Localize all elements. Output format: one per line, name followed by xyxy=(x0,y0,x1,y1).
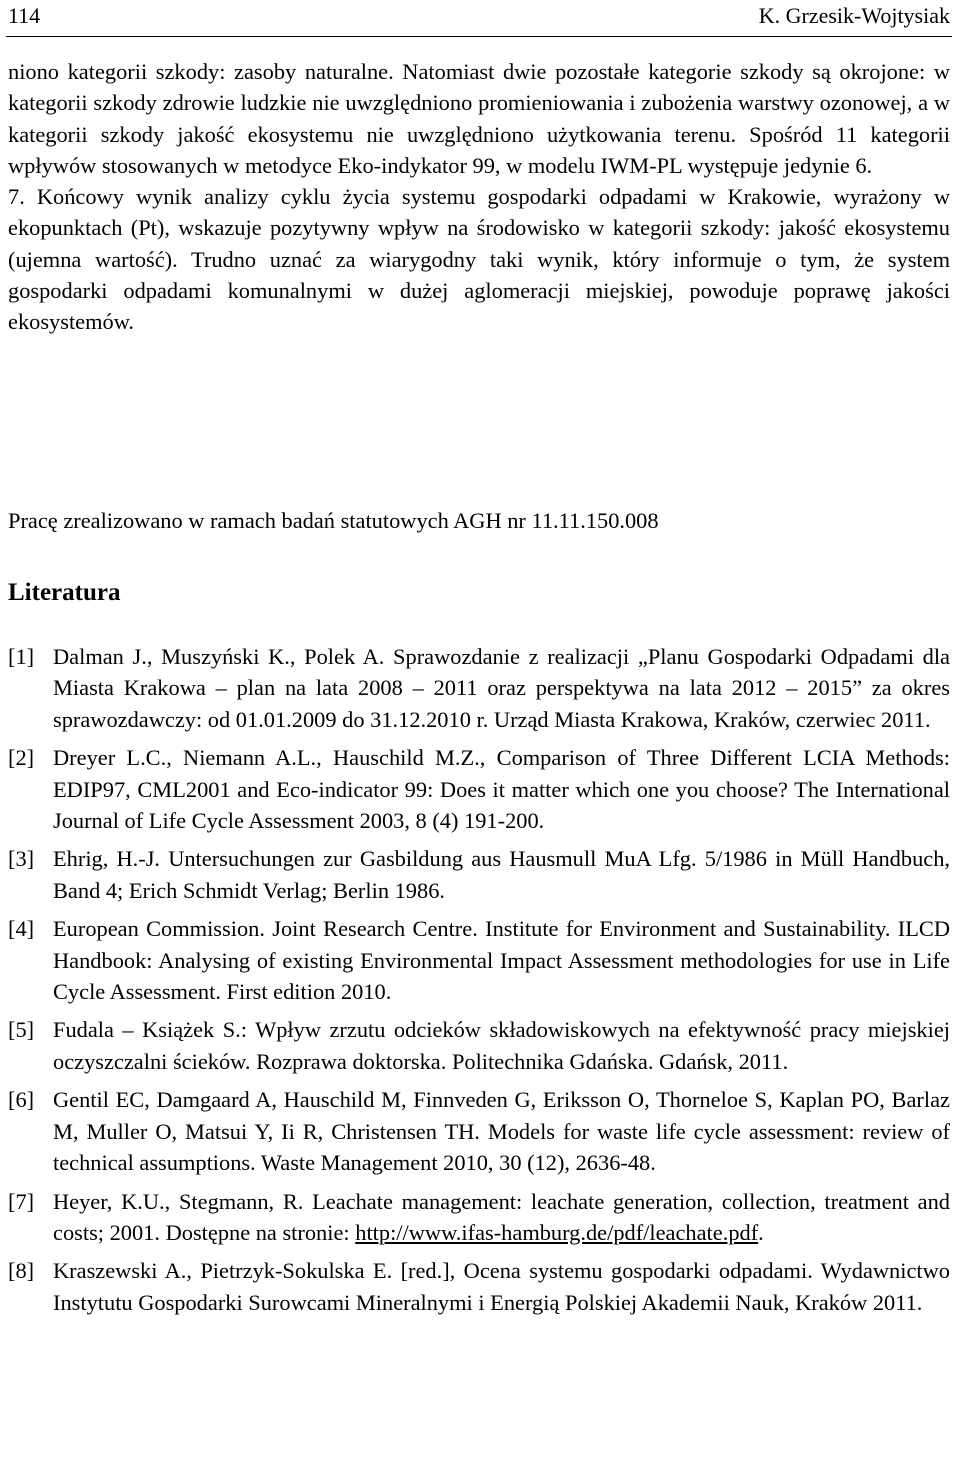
reference-text: Dalman J., Muszyński K., Polek A. Sprawozdanie z realizacji „Planu Gospodarki Odpadami dla Miasta Krakowa – plan na lata 2008 – 2011 oraz perspektywa na lata 2012 – 2015” za okres sprawozdawczy: od 01.01.2009 do 31.12.2010 r. Urząd Miasta Krakowa, Kraków, czerwiec 2011. xyxy=(53,644,950,732)
body-paragraph: niono kategorii szkody: zasoby naturalne. Natomiast dwie pozostałe kategorie szkody są okrojone: w kategorii szkody zdrowie ludzkie nie uwzględniono promieniowania i zubożenia warstwy ozonowej, a w kategorii szkody jakość ekosystemu nie uwzględniono użytkowania terenu. Spośród 11 kategorii wpływów stosowanych w metodyce Eko-indykator 99, w modelu IWM-PL występuje jedynie 6. xyxy=(8,59,950,178)
section-title: Literatura xyxy=(8,579,121,606)
reference-number: [1] xyxy=(8,644,35,669)
reference-item xyxy=(8,742,950,836)
reference-item xyxy=(8,1014,950,1077)
reference-link[interactable]: http://www.ifas-hamburg.de/pdf/leachate.pdf xyxy=(355,1219,759,1245)
reference-number: [3] xyxy=(8,846,35,872)
reference-text xyxy=(53,1189,950,1245)
reference-number: [8] xyxy=(8,1258,35,1284)
reference-text: Kraszewski A., Pietrzyk-Sokulska E. [red.], Ocena systemu gospodarki odpadami. Wydawnictwo Instytutu Gospodarki Surowcami Mineralnymi i Energią Polskiej Akademii Nauk, Kraków 2011. xyxy=(53,1258,950,1315)
reference-number: [5] xyxy=(8,1017,35,1043)
reference-item xyxy=(8,641,950,735)
reference-text: Ehrig, H.-J. Untersuchungen zur Gasbildung aus Hausmull MuA Lfg. 5/1986 in Müll Handbuch, Band 4; Erich Schmidt Verlag; Berlin 1986. xyxy=(53,846,950,903)
reference-text: Dreyer L.C., Niemann A.L., Hauschild M.Z., Comparison of Three Different LCIA Methods: EDIP97, CML2001 and Eco-indicator 99: Does it matter which one you choose? The International Journal of Life Cycle Assessment 2003, 8 (4) 191-200. xyxy=(53,745,950,834)
reference-text: Gentil EC, Damgaard A, Hauschild M, Finnveden G, Eriksson O, Thorneloe S, Kaplan PO, Barlaz M, Muller O, Matsui Y, Ii R, Christensen TH. Models for waste life cycle assessment: review of technical assumptions. Waste Management 2010, 30 (12), 2636-48. xyxy=(53,1087,950,1176)
reference-item xyxy=(8,1255,950,1318)
reference-item xyxy=(8,1084,950,1178)
body-paragraph: 7. Końcowy wynik analizy cyklu życia systemu gospodarki odpadami w Krakowie, wyrażony w ekopunktach (Pt), wskazuje pozytywny wpływ na środowisko w kategorii szkody: jakość ekosystemu (ujemna wartość). Trudno uznać za wiarygodny taki wynik, który informuje o tym, że system gospodarki odpadami komunalnymi w dużej aglomeracji miejskiej, powoduje poprawę jakości ekosystemów. xyxy=(8,184,950,335)
reference-item xyxy=(8,843,950,906)
reference-number: [7] xyxy=(8,1188,35,1214)
reference-list xyxy=(8,641,950,1325)
reference-text-main: Heyer, K.U., Stegmann, R. Leachate management: leachate generation, collection, treatment and costs; 2001. Dostępne na stronie: xyxy=(53,1188,950,1245)
reference-item xyxy=(8,913,950,1007)
reference-number: [4] xyxy=(8,916,35,942)
reference-text-end: . xyxy=(758,1219,764,1245)
reference-item xyxy=(8,1186,950,1249)
acknowledgement: Pracę zrealizowano w ramach badań statutowych AGH nr 11.11.150.008 xyxy=(8,508,659,533)
reference-number: [2] xyxy=(8,745,35,771)
reference-number: [6] xyxy=(8,1087,35,1113)
page-header xyxy=(6,0,952,37)
body-text xyxy=(8,56,950,338)
reference-text: European Commission. Joint Research Centre. Institute for Environment and Sustainability. ILCD Handbook: Analysing of existing Environmental Impact Assessment methodologies for use in Life Cycle Assessment. First edition 2010. xyxy=(53,916,950,1005)
running-head: K. Grzesik-Wojtysiak xyxy=(758,3,950,28)
page-number: 114 xyxy=(8,3,41,28)
reference-text: Fudala – Książek S.: Wpływ zrzutu odcieków składowiskowych na efektywność pracy miejskiej oczyszczalni ścieków. Rozprawa doktorska. Politechnika Gdańska. Gdańsk, 2011. xyxy=(53,1017,950,1074)
